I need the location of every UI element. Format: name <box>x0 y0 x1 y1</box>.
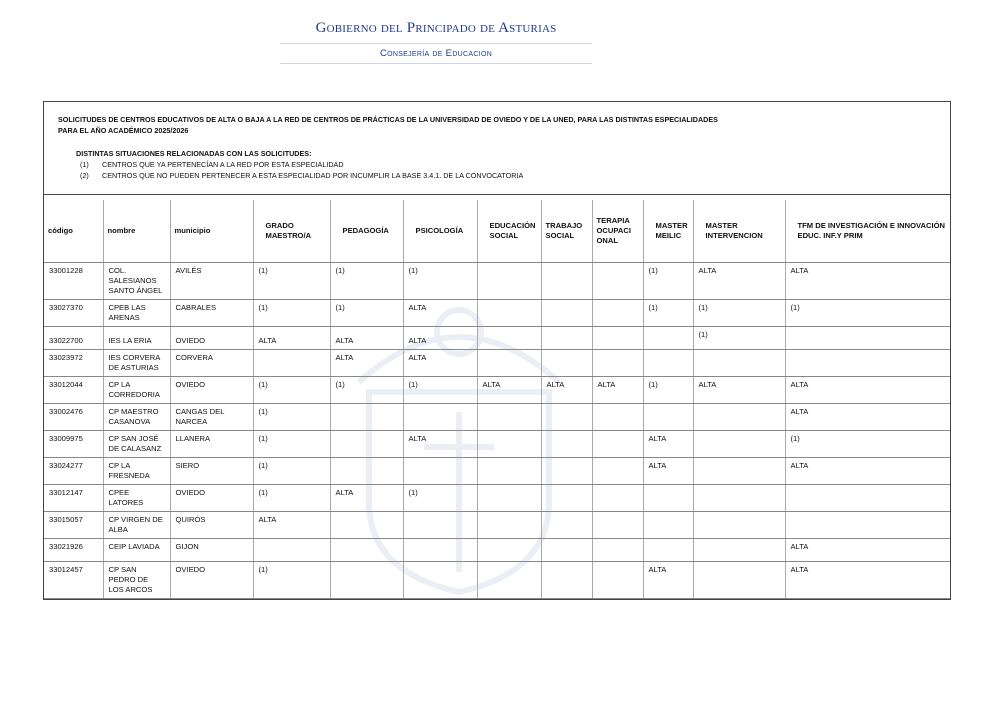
cell-master-meilic: ALTA <box>643 431 693 458</box>
cell-codigo: 33012044 <box>44 377 103 404</box>
cell-codigo: 33001228 <box>44 263 103 300</box>
cell-codigo: 33022700 <box>44 327 103 350</box>
header-master-meilic: MASTER MEILIC <box>643 200 693 263</box>
cell-municipio: LLANERA <box>170 431 253 458</box>
cell-psicologia: (1) <box>403 377 477 404</box>
cell-master-intervencion: (1) <box>693 300 785 327</box>
cell-terapia <box>592 562 643 599</box>
situation-item <box>58 170 928 181</box>
cell-codigo: 33027370 <box>44 300 103 327</box>
cell-tfm <box>785 485 951 512</box>
cell-terapia: ALTA <box>592 377 643 404</box>
header-codigo: código <box>44 200 103 263</box>
cell-tfm <box>785 327 951 350</box>
cell-terapia <box>592 263 643 300</box>
cell-trabajo-social <box>541 431 592 458</box>
cell-pedagogia <box>330 431 403 458</box>
cell-codigo: 33002476 <box>44 404 103 431</box>
table-row <box>44 539 951 562</box>
table-row <box>44 327 951 350</box>
cell-terapia <box>592 404 643 431</box>
cell-grado: (1) <box>253 377 330 404</box>
cell-codigo: 33012457 <box>44 562 103 599</box>
cell-educacion-social <box>477 485 541 512</box>
cell-master-intervencion <box>693 350 785 377</box>
table-row <box>44 377 951 404</box>
cell-grado: ALTA <box>253 512 330 539</box>
heading-line-2: PARA EL AÑO ACADÉMICO 2025/2026 <box>58 126 189 135</box>
cell-tfm: (1) <box>785 300 951 327</box>
cell-pedagogia: (1) <box>330 263 403 300</box>
cell-tfm: (1) <box>785 431 951 458</box>
cell-grado: (1) <box>253 562 330 599</box>
cell-psicologia: ALTA <box>403 300 477 327</box>
table-row <box>44 350 951 377</box>
cell-codigo: 33012147 <box>44 485 103 512</box>
cell-educacion-social <box>477 512 541 539</box>
cell-tfm: ALTA <box>785 562 951 599</box>
cell-master-meilic: (1) <box>643 263 693 300</box>
cell-grado: (1) <box>253 263 330 300</box>
cell-educacion-social <box>477 458 541 485</box>
cell-municipio: CORVERA <box>170 350 253 377</box>
cell-tfm: ALTA <box>785 458 951 485</box>
cell-psicologia <box>403 539 477 562</box>
cell-trabajo-social <box>541 327 592 350</box>
cell-master-intervencion: (1) <box>693 327 785 350</box>
table-row <box>44 431 951 458</box>
cell-pedagogia <box>330 404 403 431</box>
cell-educacion-social <box>477 263 541 300</box>
cell-psicologia: ALTA <box>403 350 477 377</box>
cell-trabajo-social <box>541 263 592 300</box>
cell-tfm: ALTA <box>785 404 951 431</box>
cell-educacion-social <box>477 562 541 599</box>
cell-municipio: OVIEDO <box>170 562 253 599</box>
header-psicologia: PSICOLOGÍA <box>403 200 477 263</box>
cell-tfm: ALTA <box>785 263 951 300</box>
cell-master-meilic <box>643 512 693 539</box>
cell-master-intervencion <box>693 485 785 512</box>
heading-line-1: SOLICITUDES DE CENTROS EDUCATIVOS DE ALTA O BAJA A LA RED DE CENTROS DE PRÁCTICAS DE LA UNIVERSIDAD DE OVIEDO Y DE LA UNED, PARA LAS DISTINTAS ESPECIALIDADES <box>58 115 718 124</box>
table-row <box>44 485 951 512</box>
cell-tfm: ALTA <box>785 377 951 404</box>
cell-psicologia <box>403 562 477 599</box>
situation-number: (2) <box>80 171 89 180</box>
cell-terapia <box>592 485 643 512</box>
cell-nombre: CP SAN PEDRO DE LOS ARCOS <box>103 562 170 599</box>
cell-psicologia <box>403 512 477 539</box>
cell-nombre: CP SAN JOSÉ DE CALASANZ <box>103 431 170 458</box>
cell-trabajo-social <box>541 350 592 377</box>
cell-master-intervencion <box>693 539 785 562</box>
table-row <box>44 263 951 300</box>
cell-terapia <box>592 350 643 377</box>
cell-nombre: CPEB LAS ARENAS <box>103 300 170 327</box>
cell-trabajo-social <box>541 458 592 485</box>
cell-municipio: OVIEDO <box>170 327 253 350</box>
cell-grado: (1) <box>253 485 330 512</box>
cell-codigo: 33015057 <box>44 512 103 539</box>
cell-master-intervencion <box>693 404 785 431</box>
cell-trabajo-social <box>541 562 592 599</box>
cell-tfm: ALTA <box>785 539 951 562</box>
cell-master-intervencion: ALTA <box>693 263 785 300</box>
cell-master-meilic <box>643 350 693 377</box>
table-row <box>44 512 951 539</box>
situation-number: (1) <box>80 160 89 169</box>
cell-terapia <box>592 539 643 562</box>
cell-codigo: 33021926 <box>44 539 103 562</box>
cell-educacion-social <box>477 350 541 377</box>
cell-master-intervencion <box>693 458 785 485</box>
cell-municipio: CABRALES <box>170 300 253 327</box>
cell-grado: ALTA <box>253 327 330 350</box>
cell-master-intervencion <box>693 512 785 539</box>
cell-pedagogia: ALTA <box>330 485 403 512</box>
cell-municipio: AVILÉS <box>170 263 253 300</box>
centers-table <box>44 200 951 599</box>
cell-psicologia: ALTA <box>403 327 477 350</box>
cell-nombre: IES LA ERIA <box>103 327 170 350</box>
situation-text: CENTROS QUE NO PUEDEN PERTENECER A ESTA ESPECIALIDAD POR INCUMPLIR LA BASE 3.4.1. DE LA CONVOCATORIA <box>102 171 524 180</box>
table-row <box>44 458 951 485</box>
cell-terapia <box>592 458 643 485</box>
letterhead <box>280 20 592 64</box>
cell-municipio: OVIEDO <box>170 377 253 404</box>
cell-master-meilic: (1) <box>643 300 693 327</box>
cell-psicologia <box>403 404 477 431</box>
cell-terapia <box>592 300 643 327</box>
cell-nombre: CP LA CORREDORIA <box>103 377 170 404</box>
cell-grado: (1) <box>253 404 330 431</box>
cell-master-meilic <box>643 404 693 431</box>
cell-municipio: OVIEDO <box>170 485 253 512</box>
cell-educacion-social <box>477 539 541 562</box>
header-grado: GRADO MAESTRO/A <box>253 200 330 263</box>
cell-master-intervencion: ALTA <box>693 377 785 404</box>
cell-master-intervencion <box>693 431 785 458</box>
cell-pedagogia <box>330 562 403 599</box>
cell-master-meilic: (1) <box>643 377 693 404</box>
situation-text: CENTROS QUE YA PERTENECÍAN A LA RED POR ESTA ESPECIALIDAD <box>102 160 344 169</box>
table-row <box>44 404 951 431</box>
cell-codigo: 33024277 <box>44 458 103 485</box>
header-tfm: TFM DE INVESTIGACIÓN E INNOVACIÓN EDUC. INF.Y PRIM <box>785 200 951 263</box>
cell-master-intervencion <box>693 562 785 599</box>
cell-tfm <box>785 350 951 377</box>
section-divider <box>44 194 950 195</box>
cell-municipio: GIJON <box>170 539 253 562</box>
cell-master-meilic <box>643 485 693 512</box>
cell-educacion-social: ALTA <box>477 377 541 404</box>
cell-nombre: CEIP LAVIADA <box>103 539 170 562</box>
cell-terapia <box>592 327 643 350</box>
document-frame <box>43 101 951 600</box>
header-educacion-social: EDUCACIÓN SOCIAL <box>477 200 541 263</box>
cell-pedagogia <box>330 512 403 539</box>
cell-grado: (1) <box>253 431 330 458</box>
cell-educacion-social <box>477 327 541 350</box>
cell-trabajo-social <box>541 539 592 562</box>
cell-psicologia: (1) <box>403 263 477 300</box>
header-nombre: nombre <box>103 200 170 263</box>
cell-grado: (1) <box>253 458 330 485</box>
cell-pedagogia: (1) <box>330 300 403 327</box>
table-row <box>44 300 951 327</box>
cell-psicologia: ALTA <box>403 431 477 458</box>
cell-master-meilic <box>643 539 693 562</box>
cell-trabajo-social <box>541 404 592 431</box>
cell-terapia <box>592 512 643 539</box>
cell-educacion-social <box>477 300 541 327</box>
cell-codigo: 33009975 <box>44 431 103 458</box>
cell-pedagogia <box>330 539 403 562</box>
cell-psicologia: (1) <box>403 485 477 512</box>
cell-psicologia <box>403 458 477 485</box>
document-intro <box>58 114 928 181</box>
cell-nombre: CP MAESTRO CASANOVA <box>103 404 170 431</box>
cell-master-meilic <box>643 327 693 350</box>
cell-tfm <box>785 512 951 539</box>
cell-grado <box>253 350 330 377</box>
cell-municipio: CANGAS DEL NARCEA <box>170 404 253 431</box>
cell-pedagogia <box>330 458 403 485</box>
cell-trabajo-social <box>541 300 592 327</box>
cell-educacion-social <box>477 404 541 431</box>
cell-trabajo-social: ALTA <box>541 377 592 404</box>
header-pedagogia: PEDAGOGÍA <box>330 200 403 263</box>
cell-municipio: QUIRÓS <box>170 512 253 539</box>
situations-heading: DISTINTAS SITUACIONES RELACIONADAS CON LAS SOLICITUDES: <box>76 149 312 158</box>
cell-educacion-social <box>477 431 541 458</box>
government-title: Gobierno del Principado de Asturias <box>280 20 592 44</box>
cell-municipio: SIERO <box>170 458 253 485</box>
header-municipio: municipio <box>170 200 253 263</box>
table-row <box>44 562 951 599</box>
cell-master-meilic: ALTA <box>643 562 693 599</box>
cell-nombre: CPEE LATORES <box>103 485 170 512</box>
cell-master-meilic: ALTA <box>643 458 693 485</box>
cell-terapia <box>592 431 643 458</box>
table-header-row <box>44 200 951 263</box>
cell-trabajo-social <box>541 512 592 539</box>
cell-pedagogia: ALTA <box>330 350 403 377</box>
situation-item <box>58 159 928 170</box>
cell-nombre: IES CORVERA DE ASTURIAS <box>103 350 170 377</box>
cell-grado <box>253 539 330 562</box>
cell-pedagogia: ALTA <box>330 327 403 350</box>
header-master-intervencion: MASTER INTERVENCION <box>693 200 785 263</box>
cell-nombre: CP VIRGEN DE ALBA <box>103 512 170 539</box>
cell-pedagogia: (1) <box>330 377 403 404</box>
cell-grado: (1) <box>253 300 330 327</box>
department-subtitle: Consejería de Educación <box>280 44 592 64</box>
cell-nombre: COL. SALESIANOS SANTO ÁNGEL <box>103 263 170 300</box>
header-terapia: TERAPIA OCUPACI ONAL <box>592 200 643 263</box>
header-trabajo-social: TRABAJO SOCIAL <box>541 200 592 263</box>
cell-codigo: 33023972 <box>44 350 103 377</box>
cell-nombre: CP LA FRESNEDA <box>103 458 170 485</box>
cell-trabajo-social <box>541 485 592 512</box>
